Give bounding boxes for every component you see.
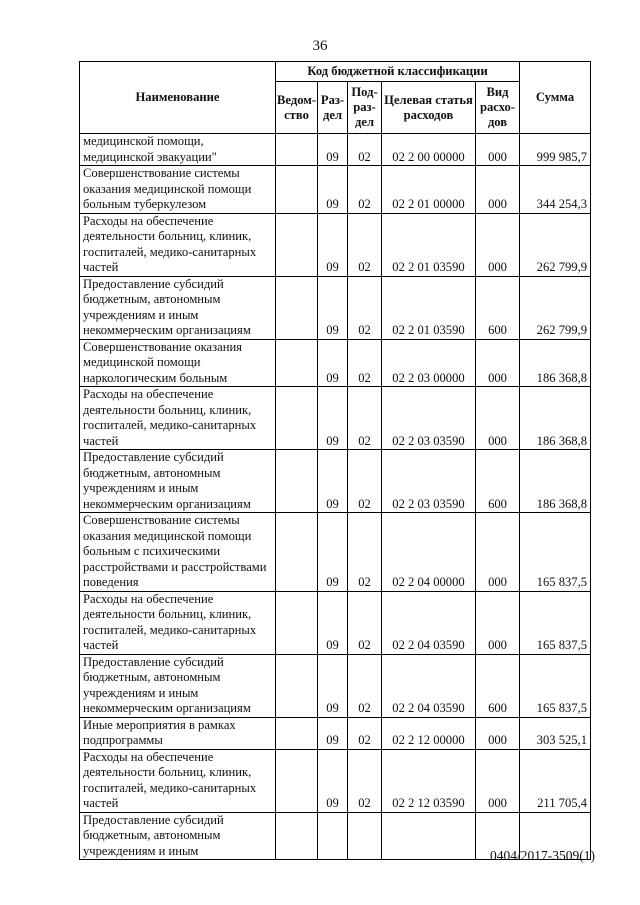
table-row <box>80 166 591 214</box>
table-row <box>80 134 591 166</box>
cell-section: 09 <box>318 134 348 166</box>
cell-section <box>318 812 348 860</box>
cell-target-item: 02 2 00 00000 <box>382 134 476 166</box>
cell-name: Предоставление субсидий бюджетным, автономным учреждениям и иным <box>80 812 276 860</box>
cell-amount: 211 705,4 <box>520 749 591 812</box>
cell-amount: 165 837,5 <box>520 513 591 592</box>
cell-expense-type: 600 <box>476 654 520 717</box>
table-row <box>80 513 591 592</box>
cell-department <box>276 812 318 860</box>
document-code: 0404/2017-3509(1) <box>490 848 595 863</box>
cell-amount: 303 525,1 <box>520 717 591 749</box>
cell-expense-type: 000 <box>476 717 520 749</box>
table-row <box>80 339 591 387</box>
cell-section: 09 <box>318 276 348 339</box>
cell-expense-type: 600 <box>476 276 520 339</box>
table-row <box>80 749 591 812</box>
table-row <box>80 591 591 654</box>
cell-section: 09 <box>318 717 348 749</box>
table-row <box>80 387 591 450</box>
header-target-item: Целевая статья расходов <box>382 82 476 134</box>
cell-department <box>276 717 318 749</box>
cell-target-item: 02 2 12 00000 <box>382 717 476 749</box>
cell-name: Расходы на обеспечение деятельности больниц, клиник, госпиталей, медико-санитарных частей <box>80 591 276 654</box>
cell-target-item: 02 2 01 03590 <box>382 276 476 339</box>
cell-target-item <box>382 812 476 860</box>
table-body <box>80 134 591 860</box>
cell-name: Предоставление субсидий бюджетным, автономным учреждениям и иным некоммерческим организациям <box>80 276 276 339</box>
cell-expense-type: 600 <box>476 450 520 513</box>
cell-amount: 186 368,8 <box>520 387 591 450</box>
page-number: 36 <box>312 38 328 54</box>
cell-subsection <box>348 812 382 860</box>
cell-section: 09 <box>318 591 348 654</box>
cell-amount: 999 985,7 <box>520 134 591 166</box>
cell-expense-type: 000 <box>476 387 520 450</box>
cell-department <box>276 166 318 214</box>
cell-subsection: 02 <box>348 717 382 749</box>
cell-target-item: 02 2 04 00000 <box>382 513 476 592</box>
cell-section: 09 <box>318 450 348 513</box>
cell-section: 09 <box>318 513 348 592</box>
cell-expense-type: 000 <box>476 339 520 387</box>
cell-section: 09 <box>318 654 348 717</box>
cell-subsection: 02 <box>348 591 382 654</box>
cell-expense-type: 000 <box>476 166 520 214</box>
table-row <box>80 654 591 717</box>
cell-name: Совершенствование системы оказания медицинской помощи больным с психическими расстройствами и расстройствами поведения <box>80 513 276 592</box>
cell-department <box>276 591 318 654</box>
cell-amount: 186 368,8 <box>520 339 591 387</box>
cell-department <box>276 134 318 166</box>
cell-amount: 344 254,3 <box>520 166 591 214</box>
cell-subsection: 02 <box>348 213 382 276</box>
cell-subsection: 02 <box>348 166 382 214</box>
cell-section: 09 <box>318 749 348 812</box>
cell-name: Предоставление субсидий бюджетным, автономным учреждениям и иным некоммерческим организациям <box>80 654 276 717</box>
cell-department <box>276 749 318 812</box>
cell-name: Предоставление субсидий бюджетным, автономным учреждениям и иным некоммерческим организациям <box>80 450 276 513</box>
cell-department <box>276 276 318 339</box>
header-expense-type: Вид расхо-дов <box>476 82 520 134</box>
cell-expense-type: 000 <box>476 749 520 812</box>
cell-target-item: 02 2 03 03590 <box>382 450 476 513</box>
cell-subsection: 02 <box>348 513 382 592</box>
cell-expense-type: 000 <box>476 134 520 166</box>
cell-subsection: 02 <box>348 654 382 717</box>
cell-department <box>276 513 318 592</box>
cell-subsection: 02 <box>348 450 382 513</box>
table-row <box>80 717 591 749</box>
cell-expense-type: 000 <box>476 591 520 654</box>
cell-name: Иные мероприятия в рамках подпрограммы <box>80 717 276 749</box>
cell-target-item: 02 2 12 03590 <box>382 749 476 812</box>
cell-subsection: 02 <box>348 134 382 166</box>
cell-amount: 262 799,9 <box>520 213 591 276</box>
cell-section: 09 <box>318 339 348 387</box>
cell-amount: 186 368,8 <box>520 450 591 513</box>
cell-subsection: 02 <box>348 387 382 450</box>
cell-subsection: 02 <box>348 339 382 387</box>
cell-subsection: 02 <box>348 749 382 812</box>
cell-amount: 165 837,5 <box>520 591 591 654</box>
cell-department <box>276 654 318 717</box>
cell-target-item: 02 2 03 00000 <box>382 339 476 387</box>
table-row <box>80 450 591 513</box>
cell-target-item: 02 2 03 03590 <box>382 387 476 450</box>
cell-target-item: 02 2 04 03590 <box>382 654 476 717</box>
cell-section: 09 <box>318 166 348 214</box>
cell-expense-type: 000 <box>476 213 520 276</box>
cell-name: Совершенствование оказания медицинской помощи наркологическим больным <box>80 339 276 387</box>
cell-name: Расходы на обеспечение деятельности больниц, клиник, госпиталей, медико-санитарных частей <box>80 749 276 812</box>
cell-subsection: 02 <box>348 276 382 339</box>
table-row <box>80 276 591 339</box>
cell-amount: 262 799,9 <box>520 276 591 339</box>
header-name: Наименование <box>80 62 276 134</box>
header-amount: Сумма <box>520 62 591 134</box>
cell-section: 09 <box>318 213 348 276</box>
cell-section: 09 <box>318 387 348 450</box>
cell-amount: 165 837,5 <box>520 654 591 717</box>
cell-expense-type: 000 <box>476 513 520 592</box>
cell-department <box>276 387 318 450</box>
budget-table <box>79 61 591 860</box>
header-subsection: Под-раз-дел <box>348 82 382 134</box>
cell-target-item: 02 2 01 00000 <box>382 166 476 214</box>
cell-name: Расходы на обеспечение деятельности больниц, клиник, госпиталей, медико-санитарных частей <box>80 387 276 450</box>
cell-target-item: 02 2 04 03590 <box>382 591 476 654</box>
cell-department <box>276 339 318 387</box>
table-row <box>80 213 591 276</box>
header-department: Ведом-ство <box>276 82 318 134</box>
header-classification-code: Код бюджетной классификации <box>276 62 520 82</box>
cell-name: Совершенствование системы оказания медицинской помощи больным туберкулезом <box>80 166 276 214</box>
cell-name: медицинской помощи, медицинской эвакуации" <box>80 134 276 166</box>
header-section: Раз-дел <box>318 82 348 134</box>
cell-name: Расходы на обеспечение деятельности больниц, клиник, госпиталей, медико-санитарных частей <box>80 213 276 276</box>
cell-department <box>276 213 318 276</box>
cell-department <box>276 450 318 513</box>
cell-target-item: 02 2 01 03590 <box>382 213 476 276</box>
